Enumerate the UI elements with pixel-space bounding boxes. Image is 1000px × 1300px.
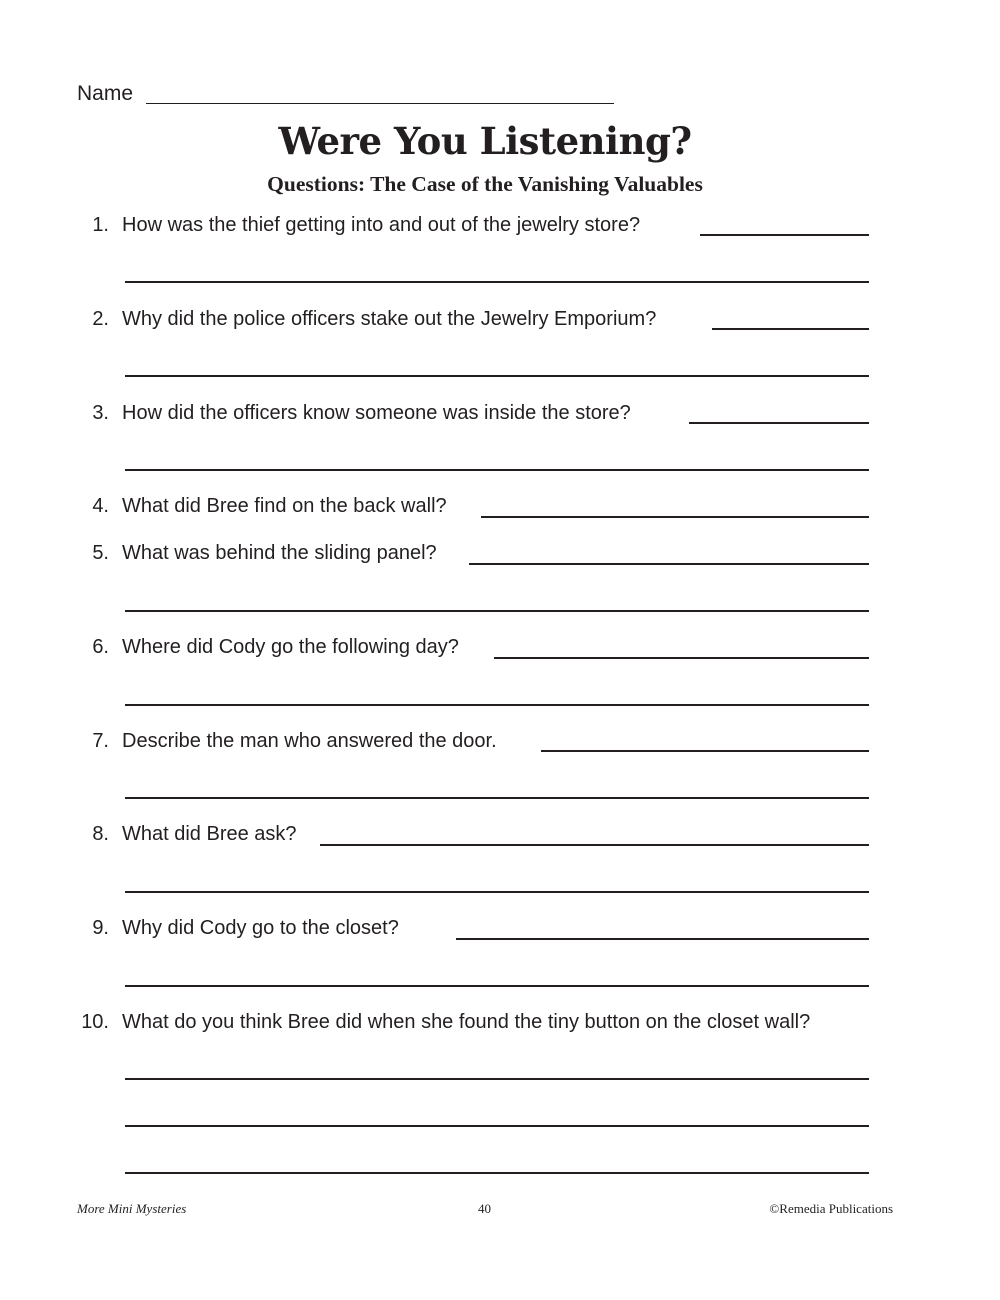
answer-line[interactable] bbox=[125, 1172, 869, 1174]
question-number: 5. bbox=[92, 542, 109, 564]
question-text: Why did Cody go to the closet? bbox=[122, 917, 399, 939]
footer-publisher: ©Remedia Publications bbox=[769, 1201, 893, 1216]
question-number: 4. bbox=[92, 495, 109, 517]
answer-line[interactable] bbox=[125, 985, 869, 987]
answer-line[interactable] bbox=[125, 469, 869, 471]
answer-line[interactable] bbox=[541, 750, 869, 752]
page-title: Were You Listening? bbox=[278, 119, 692, 163]
answer-line[interactable] bbox=[125, 610, 869, 612]
answer-line[interactable] bbox=[712, 328, 869, 330]
answer-line[interactable] bbox=[125, 891, 869, 893]
page-subtitle: Questions: The Case of the Vanishing Valuables bbox=[267, 172, 703, 196]
question-number: 10. bbox=[81, 1011, 109, 1033]
answer-line[interactable] bbox=[494, 657, 869, 659]
answer-line[interactable] bbox=[689, 422, 869, 424]
question-text: What did Bree find on the back wall? bbox=[122, 495, 447, 517]
question-text: What was behind the sliding panel? bbox=[122, 542, 437, 564]
name-answer-line[interactable] bbox=[146, 103, 614, 104]
answer-line[interactable] bbox=[125, 281, 869, 283]
answer-line[interactable] bbox=[320, 844, 869, 846]
question-text: Why did the police officers stake out the Jewelry Emporium? bbox=[122, 308, 657, 330]
question-number: 8. bbox=[92, 823, 109, 845]
answer-line[interactable] bbox=[125, 704, 869, 706]
footer-page-number: 40 bbox=[478, 1201, 491, 1216]
question-number: 6. bbox=[92, 636, 109, 658]
answer-line[interactable] bbox=[456, 938, 869, 940]
answer-line[interactable] bbox=[125, 1125, 869, 1127]
question-number: 1. bbox=[92, 214, 109, 236]
answer-line[interactable] bbox=[125, 1078, 869, 1080]
answer-line[interactable] bbox=[125, 797, 869, 799]
answer-line[interactable] bbox=[125, 375, 869, 377]
question-number: 3. bbox=[92, 402, 109, 424]
answer-line[interactable] bbox=[700, 234, 869, 236]
question-number: 2. bbox=[92, 308, 109, 330]
question-text: Describe the man who answered the door. bbox=[122, 730, 497, 752]
question-text: How did the officers know someone was inside the store? bbox=[122, 402, 631, 424]
question-number: 7. bbox=[92, 730, 109, 752]
question-number: 9. bbox=[92, 917, 109, 939]
question-text: What do you think Bree did when she found the tiny button on the closet wall? bbox=[122, 1011, 811, 1033]
answer-line[interactable] bbox=[469, 563, 869, 565]
answer-line[interactable] bbox=[481, 516, 869, 518]
footer-book-title: More Mini Mysteries bbox=[77, 1201, 187, 1216]
question-text: Where did Cody go the following day? bbox=[122, 636, 459, 658]
name-label: Name bbox=[77, 82, 134, 105]
question-text: How was the thief getting into and out of the jewelry store? bbox=[122, 214, 641, 236]
question-text: What did Bree ask? bbox=[122, 823, 297, 845]
